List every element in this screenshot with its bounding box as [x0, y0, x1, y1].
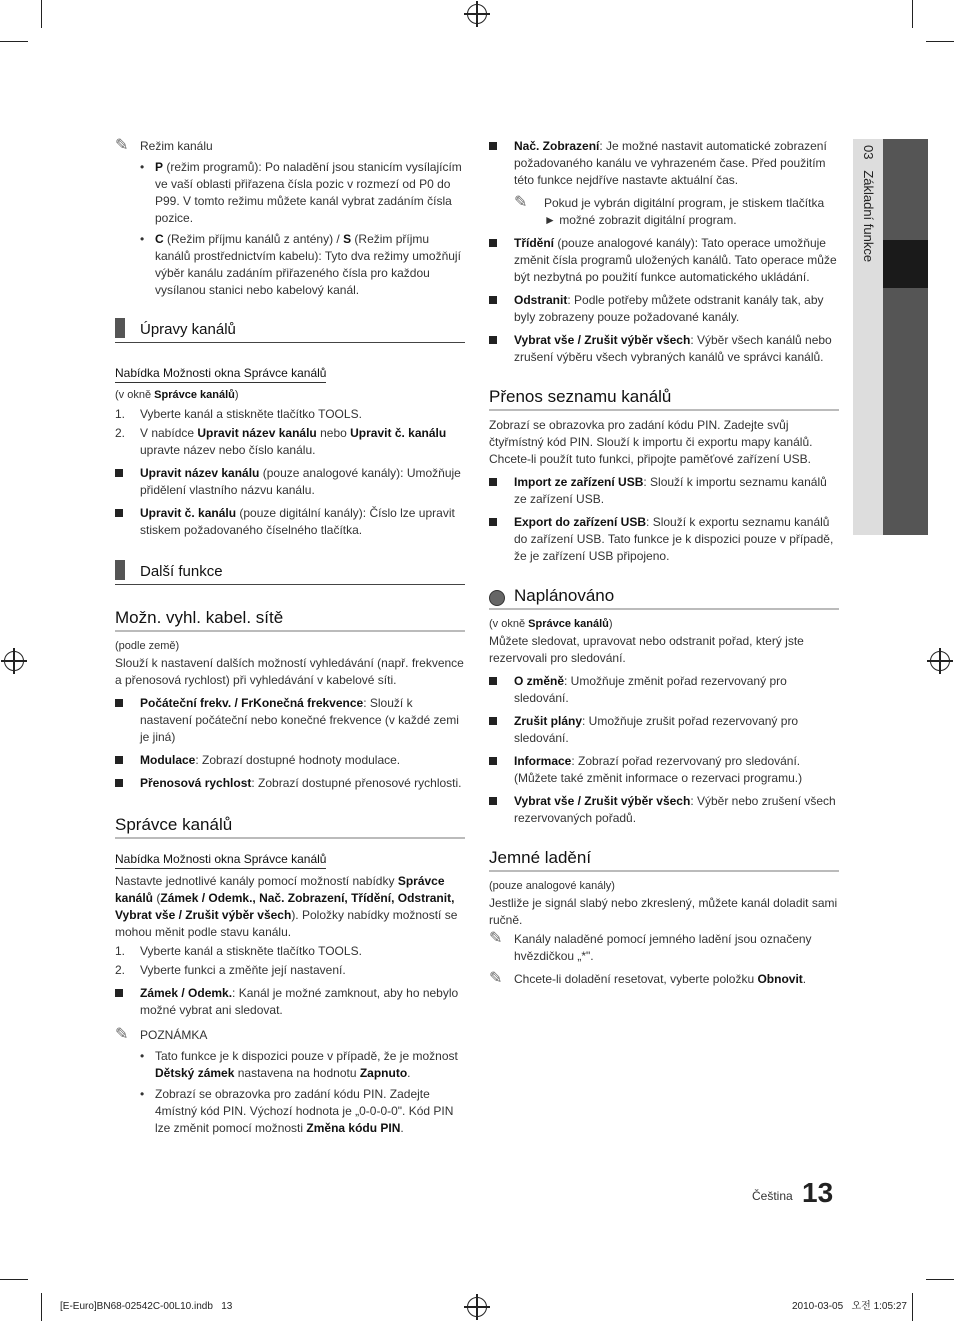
- paragraph: Jestliže je signál slabý nebo zkreslený, můžete kanál doladit sami ručně.: [489, 896, 838, 927]
- pencil-icon: ✎: [115, 137, 129, 154]
- crop-mark: [912, 0, 913, 28]
- square-bullet-icon: [489, 239, 497, 247]
- clock-icon: [489, 590, 505, 606]
- heading-bar: [115, 318, 125, 338]
- print-timestamp: 2010-03-05 오전 1:05:27: [792, 1301, 907, 1312]
- step-item: 1. Vyberte kanál a stiskněte tlačítko TOOLS.: [115, 944, 362, 958]
- square-bullet-icon: [489, 478, 497, 486]
- crop-mark: [41, 0, 42, 28]
- option-item: Zrušit plány: Umožňuje zrušit pořad rezervovaný pro sledování.: [489, 713, 839, 747]
- page-number: 13: [802, 1177, 834, 1208]
- section-title-fine-tune: Jemné ladění: [489, 849, 839, 872]
- crop-mark: [926, 1279, 954, 1280]
- heading-bar: [115, 560, 125, 580]
- paragraph: Zobrazí se obrazovka pro zadání kódu PIN. Zadejte svůj čtyřmístný kód PIN. Slouží k importu či exportu mapy kanálů. Chcete-li použít tuto funkci, připojte paměťové zařízení USB.: [489, 418, 813, 466]
- square-bullet-icon: [489, 518, 497, 526]
- registration-mark: [4, 651, 24, 671]
- option-item: Nač. Zobrazení: Je možné nastavit automatické zobrazení požadovaného kanálu ve vyhrazeném čase. Před použitím této funkce nejdříve nastavte aktuální čas.: [489, 138, 839, 189]
- pencil-icon: ✎: [115, 1026, 129, 1043]
- list-item: • P (režim programů): Po naladění jsou stanicím vysílajícím ve vaší oblasti přiřazena čísla pozic v rozmezí od P0 do P99. V tomto režimu můžete kanál vybrat zadáním čísla pozice.: [115, 159, 465, 227]
- square-bullet-icon: [489, 717, 497, 725]
- menu-path: Nabídka Možnosti okna Správce kanálů: [115, 365, 326, 383]
- section-title-channel-list-transfer: Přenos seznamu kanálů: [489, 388, 839, 411]
- side-tab-chapter: 03: [861, 145, 876, 160]
- option-item: Vybrat vše / Zrušit výběr všech: Výběr nebo zrušení všech rezervovaných pořadů.: [489, 793, 839, 827]
- side-tab-bar: [883, 139, 928, 535]
- note-channel-mode: ✎ Režim kanálu: [115, 137, 213, 154]
- list-item: • Zobrazí se obrazovka pro zadání kódu PIN. Zadejte 4místný kód PIN. Výchozí hodnota je „0-0-0-0". Kód PIN lze změnit pomocí možnosti Změna kódu PIN.: [115, 1086, 465, 1137]
- right-column: [489, 138, 839, 988]
- option-item: Import ze zařízení USB: Slouží k importu seznamu kanálů ze zařízení USB.: [489, 474, 839, 508]
- option-item: Upravit č. kanálu (pouze digitální kanály): Číslo lze upravit stiskem požadovaného číselného tlačítka.: [115, 505, 465, 539]
- pencil-icon: ✎: [489, 930, 503, 947]
- option-item: O změně: Umožňuje změnit pořad rezervovaný pro sledování.: [489, 673, 839, 707]
- option-item: Počáteční frekv. / FrKonečná frekvence: Slouží k nastavení počáteční nebo konečné frekvence (v každé zemi je jiná): [115, 695, 465, 746]
- subheading-other-functions: Další funkce: [115, 557, 465, 585]
- registration-mark: [930, 651, 950, 671]
- option-item: Informace: Zobrazí pořad rezervovaný pro sledování. (Můžete také změnit informace o rezervaci programu.): [489, 753, 839, 787]
- list-item: • Tato funkce je k dispozici pouze v případě, že je možnost Dětský zámek nastavena na hodnotu Zapnuto.: [115, 1048, 465, 1082]
- note-list: [115, 1048, 465, 1137]
- square-bullet-icon: [115, 756, 123, 764]
- option-item: Odstranit: Podle potřeby můžete odstranit kanály tak, aby byly zobrazeny pouze požadované kanály.: [489, 292, 839, 326]
- option-item: Třídění (pouze analogové kanály): Tato operace umožňuje změnit čísla programů uložených kanálů. Tato operace může být nezbytná po použití funkce automatického ukládání.: [489, 235, 839, 286]
- square-bullet-icon: [115, 509, 123, 517]
- square-bullet-icon: [489, 797, 497, 805]
- option-item: Vybrat vše / Zrušit výběr všech: Výběr všech kanálů nebo zrušení výběru všech vybraných kanálů ve správci kanálů.: [489, 332, 839, 366]
- square-bullet-icon: [115, 779, 123, 787]
- square-bullet-icon: [489, 142, 497, 150]
- menu-path: Nabídka Možnosti okna Správce kanálů: [115, 851, 326, 869]
- channel-mode-list: [115, 159, 465, 299]
- paragraph: Nastavte jednotlivé kanály pomocí možností nabídky Správce kanálů (Zámek / Odemk., Nač. Zobrazení, Třídění, Odstranit, Vybrat vše / Zrušit výběr všech). Položky nabídky možností se mohou měnit podle stavu kanálu.: [115, 874, 458, 939]
- side-tab-title: Základní funkce: [861, 170, 876, 263]
- square-bullet-icon: [115, 469, 123, 477]
- note-block: ✎ Pokud je vybrán digitální program, je stiskem tlačítka ► možné zobrazit digitální program.: [514, 194, 825, 227]
- step-item: 2. Vyberte funkci a změňte její nastavení.: [115, 963, 346, 977]
- side-tab-marker: [883, 240, 928, 288]
- square-bullet-icon: [489, 336, 497, 344]
- square-bullet-icon: [489, 296, 497, 304]
- note-block: ✎ POZNÁMKA: [115, 1026, 208, 1043]
- side-tab: [853, 139, 883, 535]
- registration-mark: [467, 1297, 487, 1317]
- context-note: (v okně Správce kanálů): [489, 618, 613, 630]
- pencil-icon: ✎: [514, 194, 528, 211]
- subheading-edit-channels: Úpravy kanálů: [115, 315, 465, 343]
- context-note: (v okně Správce kanálů): [115, 389, 239, 401]
- left-column: [115, 138, 465, 1141]
- square-bullet-icon: [115, 699, 123, 707]
- registration-mark: [467, 4, 487, 24]
- crop-mark: [912, 1293, 913, 1321]
- square-bullet-icon: [489, 757, 497, 765]
- option-item: Export do zařízení USB: Slouží k exportu seznamu kanálů do zařízení USB. Tato funkce je k dispozici pouze v případě, že je zařízení USB připojeno.: [489, 514, 839, 565]
- context-note: (pouze analogové kanály): [489, 880, 615, 892]
- paragraph: Slouží k nastavení dalších možností vyhledávání (např. frekvence a přenosová rychlost) při vyhledávání v kabelové síti.: [115, 656, 464, 687]
- note-block: ✎ Kanály naladěné pomocí jemného ladění jsou označeny hvězdičkou „*".: [489, 930, 812, 963]
- option-item: Přenosová rychlost: Zobrazí dostupné přenosové rychlosti.: [115, 775, 465, 792]
- square-bullet-icon: [489, 677, 497, 685]
- crop-mark: [0, 41, 28, 42]
- section-title-cable-search: Možn. vyhl. kabel. sítě: [115, 609, 465, 632]
- option-item: Zámek / Odemk.: Kanál je možné zamknout, aby ho nebylo možné vybrat ani sledovat.: [115, 985, 465, 1019]
- crop-mark: [41, 1293, 42, 1321]
- crop-mark: [0, 1279, 28, 1280]
- crop-mark: [926, 41, 954, 42]
- print-file-info: [E-Euro]BN68-02542C-00L10.indb 13: [60, 1301, 233, 1312]
- note-block: ✎ Chcete-li doladění resetovat, vyberte položku Obnovit.: [489, 970, 807, 987]
- list-item: • C (Režim příjmu kanálů z antény) / S (Režim příjmu kanálů prostřednictvím kabelu): Tyto dva režimy umožňují výběr kanálu zadáním přiřazeného čísla pro každou vysílanou stanici nebo kabelový kanál.: [115, 231, 465, 299]
- pencil-icon: ✎: [489, 970, 503, 987]
- page-language: Čeština: [752, 1189, 793, 1203]
- section-title-channel-manager: Správce kanálů: [115, 816, 465, 839]
- square-bullet-icon: [115, 989, 123, 997]
- option-item: Upravit název kanálu (pouze analogové kanály): Umožňuje přidělení vlastního názvu kanálu.: [115, 465, 465, 499]
- option-item: Modulace: Zobrazí dostupné hodnoty modulace.: [115, 752, 465, 769]
- step-item: 1. Vyberte kanál a stiskněte tlačítko TOOLS.: [115, 407, 362, 421]
- section-title-scheduled: Naplánováno: [489, 587, 839, 610]
- paragraph: Můžete sledovat, upravovat nebo odstranit pořad, který jste rezervovali pro sledování.: [489, 634, 804, 665]
- context-note: (podle země): [115, 640, 180, 652]
- step-item: 2. V nabídce Upravit název kanálu nebo Upravit č. kanálu upravte název nebo číslo kanálu.: [115, 426, 447, 457]
